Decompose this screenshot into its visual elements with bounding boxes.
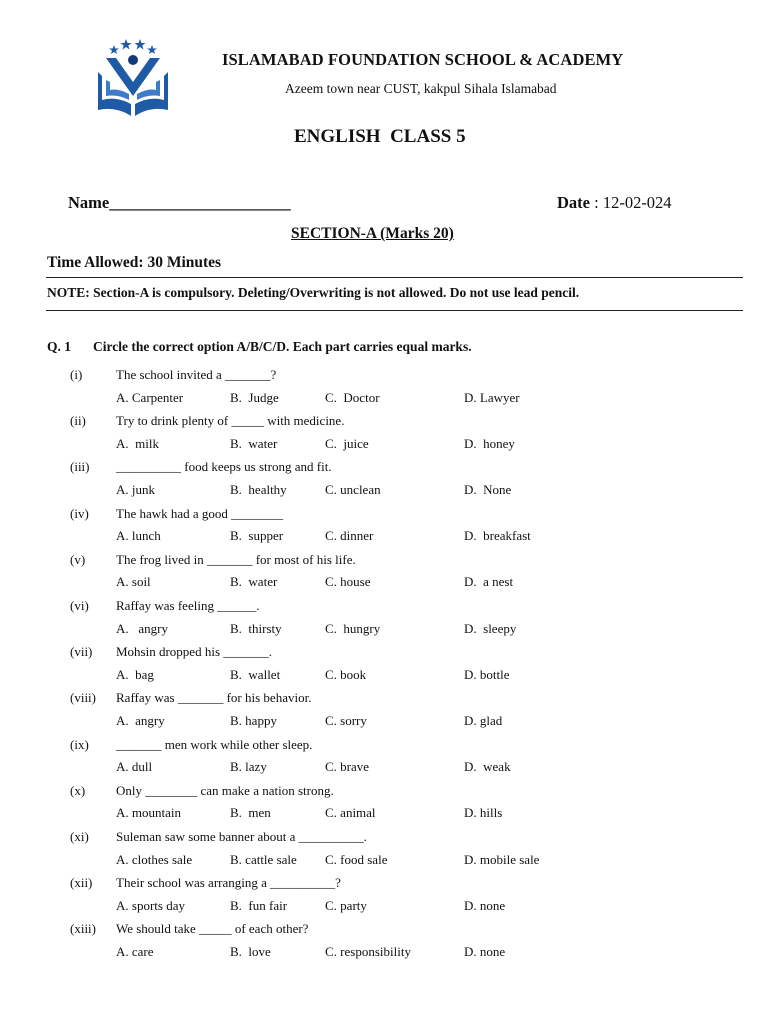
option-b[interactable]: B. healthy (230, 481, 287, 497)
date-value: : 12-02-024 (589, 193, 672, 212)
option-d[interactable]: D. hills (464, 805, 503, 821)
item-stem: __________ food keeps us strong and fit. (116, 459, 332, 475)
item-number: (ii) (70, 413, 86, 429)
item-number: (iv) (70, 505, 89, 521)
option-c[interactable]: C. animal (325, 805, 376, 821)
option-c[interactable]: C. brave (325, 759, 370, 775)
item-number: (vi) (70, 598, 89, 613)
star-icon (109, 45, 119, 54)
option-a[interactable]: A. angry (116, 712, 165, 728)
item-stem: _______ men work while other sleep. (116, 736, 313, 752)
option-c[interactable]: C. house (325, 574, 371, 590)
option-a[interactable]: A. Carpenter (116, 389, 184, 405)
option-b[interactable]: B. love (230, 943, 271, 959)
school-name: ISLAMABAD FOUNDATION SCHOOL & ACADEMY (222, 50, 624, 69)
option-a[interactable]: A. soil (116, 574, 151, 590)
option-d[interactable]: D. none (464, 943, 506, 959)
option-c[interactable]: C. party (325, 897, 367, 913)
option-c[interactable]: C. sorry (325, 712, 367, 728)
option-b[interactable]: B. water (230, 574, 278, 590)
item-number: (xiii) (70, 921, 96, 937)
option-d[interactable]: D. weak (464, 759, 511, 775)
item-stem: Only ________ can make a nation strong. (116, 782, 334, 798)
option-d[interactable]: D. breakfast (464, 528, 531, 544)
star-icon (135, 39, 146, 50)
option-a[interactable]: A. lunch (116, 528, 161, 544)
option-d[interactable]: D. honey (464, 435, 515, 451)
option-d[interactable]: D. a nest (464, 574, 514, 590)
question-number: Q. 1 (47, 339, 72, 354)
option-b[interactable]: B. wallet (230, 666, 281, 682)
item-number: (v) (70, 551, 86, 567)
date-field (557, 193, 672, 213)
star-icon (121, 39, 132, 50)
section-title: SECTION-A (Marks 20) (291, 225, 454, 242)
option-c[interactable]: C. dinner (325, 528, 374, 544)
option-c[interactable]: C. book (325, 666, 367, 682)
option-c[interactable]: C. juice (325, 435, 369, 451)
item-stem: The hawk had a good ________ (116, 505, 284, 521)
option-c[interactable]: C. hungry (325, 620, 381, 636)
school-address: Azeem town near CUST, kakpul Sihala Islamabad (285, 81, 557, 96)
option-b[interactable]: B. cattle sale (230, 851, 297, 867)
option-b[interactable]: B. fun fair (230, 897, 288, 913)
option-a[interactable]: A. sports day (116, 897, 185, 913)
time-allowed: Time Allowed: 30 Minutes (47, 254, 222, 271)
school-logo (92, 36, 174, 120)
option-b[interactable]: B. happy (230, 712, 277, 728)
exam-subject: ENGLISH CLASS 5 (294, 126, 466, 147)
date-label: Date (557, 193, 590, 212)
option-a[interactable]: A. care (116, 943, 154, 959)
item-stem: Raffay was feeling ______. (116, 598, 260, 613)
item-stem: Their school was arranging a __________? (116, 875, 341, 891)
item-stem: The frog lived in _______ for most of his life. (116, 551, 356, 567)
item-stem: Raffay was _______ for his behavior. (116, 690, 312, 706)
option-d[interactable]: D. sleepy (464, 620, 517, 636)
option-a[interactable]: A. dull (116, 759, 153, 775)
option-a[interactable]: A. clothes sale (116, 851, 193, 867)
item-stem: Mohsin dropped his _______. (116, 644, 272, 660)
option-b[interactable]: B. Judge (230, 389, 279, 405)
item-stem: Suleman saw some banner about a __________. (116, 829, 367, 844)
option-d[interactable]: D. none (464, 897, 506, 913)
item-number: (viii) (70, 690, 96, 706)
item-number: (x) (70, 782, 86, 798)
option-b[interactable]: B. men (230, 805, 271, 821)
option-d[interactable]: D. Lawyer (464, 389, 520, 405)
option-a[interactable]: A. milk (116, 435, 159, 451)
item-number: (vii) (70, 644, 93, 660)
item-number: (xi) (70, 829, 89, 844)
option-d[interactable]: D. mobile sale (464, 851, 540, 867)
item-stem: Try to drink plenty of _____ with medicine. (116, 413, 345, 429)
exam-note: NOTE: Section-A is compulsory. Deleting/Overwriting is not allowed. Do not use lead pencil. (47, 285, 580, 300)
option-b[interactable]: B. supper (230, 528, 284, 544)
item-number: (xii) (70, 875, 93, 891)
option-c[interactable]: C. unclean (325, 481, 381, 497)
item-stem: We should take _____ of each other? (116, 921, 309, 937)
option-a[interactable]: A. bag (116, 666, 154, 682)
option-d[interactable]: D. bottle (464, 666, 510, 682)
option-c[interactable]: C. responsibility (325, 943, 411, 959)
item-number: (iii) (70, 459, 90, 475)
option-b[interactable]: B. lazy (230, 759, 267, 775)
option-b[interactable]: B. thirsty (230, 620, 282, 636)
divider (46, 277, 743, 278)
option-a[interactable]: A. junk (116, 481, 155, 497)
name-field: Name______________________ (68, 193, 291, 212)
divider (46, 310, 743, 311)
option-d[interactable]: D. None (464, 481, 512, 497)
question-instruction: Circle the correct option A/B/C/D. Each part carries equal marks. (93, 339, 472, 354)
option-b[interactable]: B. water (230, 435, 278, 451)
item-number: (i) (70, 367, 83, 382)
option-d[interactable]: D. glad (464, 712, 503, 728)
option-c[interactable]: C. food sale (325, 851, 388, 867)
item-number: (ix) (70, 736, 89, 752)
option-c[interactable]: C. Doctor (325, 389, 380, 405)
star-icon (147, 45, 157, 54)
option-a[interactable]: A. mountain (116, 805, 181, 821)
option-a[interactable]: A. angry (116, 620, 168, 636)
item-stem: The school invited a _______? (116, 367, 277, 382)
